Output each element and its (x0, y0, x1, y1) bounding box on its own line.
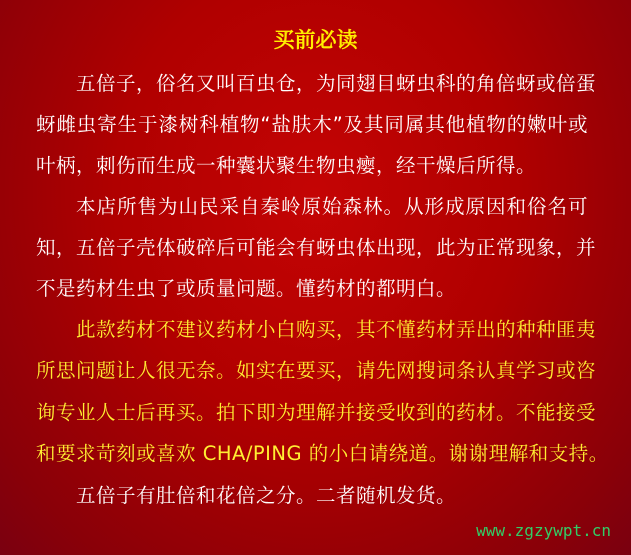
paragraph-3-line-4: 和要求苛刻或喜欢 CHA/PING 的小白请绕道。谢谢理解和支持。 (36, 442, 609, 465)
paragraph-4-line-1: 五倍子有肚倍和花倍之分。二者随机发货。 (76, 484, 457, 507)
paragraph-2-line-3: 不是药材生虫了或质量问题。懂药材的都明白。 (36, 277, 457, 300)
watermark-url: www.zgzywpt.cn (476, 521, 611, 540)
paragraph-1-line-1: 五倍子，俗名又叫百虫仓，为同翅目蚜虫科的角倍蚜或倍蛋 (76, 72, 597, 95)
page-title: 买前必读 (273, 28, 358, 52)
paragraph-3-line-2: 所思问题让人很无奈。如实在要买，请先网搜词条认真学习或咨 (36, 359, 597, 382)
paragraph-1-line-2: 蚜雌虫寄生于漆树科植物“盐肤木”及其同属其他植物的嫩叶或 (36, 113, 588, 136)
paragraph-3-line-3: 询专业人士后再买。拍下即为理解并接受收到的药材。不能接受 (36, 401, 597, 424)
paragraph-1-line-3: 叶柄，刺伤而生成一种囊状聚生物虫瘿，经干燥后所得。 (36, 154, 537, 177)
paragraph-2-line-2: 知，五倍子壳体破碎后可能会有蚜虫体出现，此为正常现象，并 (36, 236, 597, 259)
paragraph-3-line-1: 此款药材不建议药材小白购买，其不懂药材弄出的种种匪夷 (76, 318, 597, 341)
paragraph-2-line-1: 本店所售为山民采自秦岭原始森林。从形成原因和俗名可 (76, 195, 588, 218)
